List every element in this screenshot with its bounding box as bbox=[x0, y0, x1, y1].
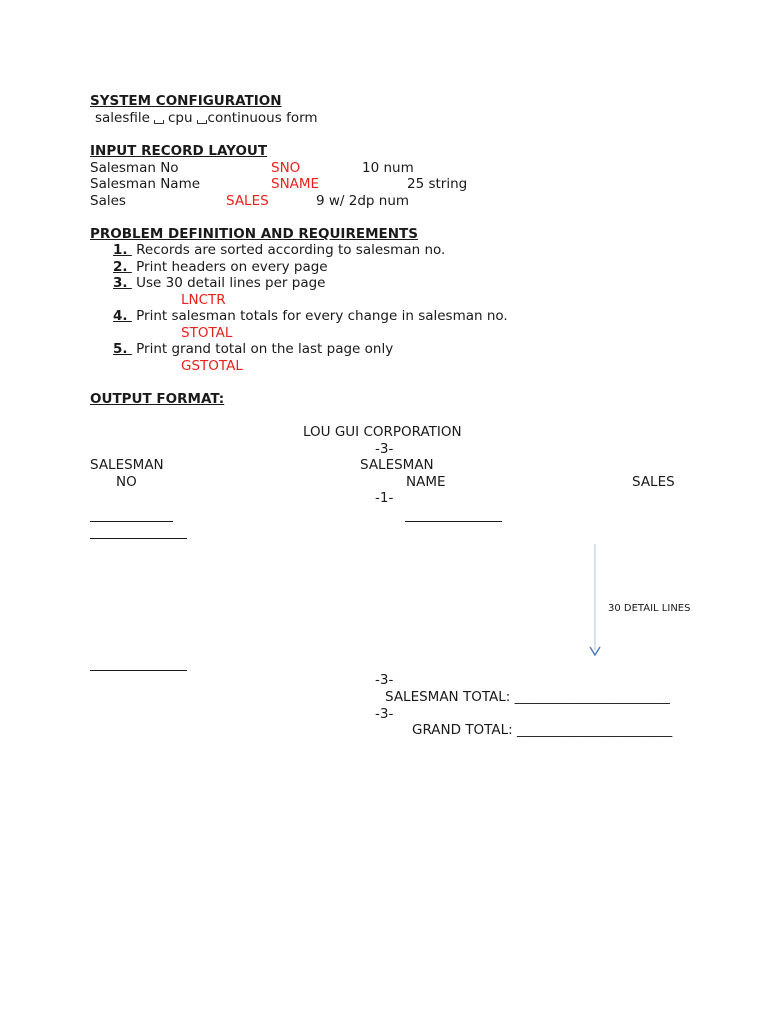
requirement-text: Use 30 detail lines per page bbox=[136, 275, 326, 291]
spacing-marker: -1- bbox=[375, 490, 394, 506]
field-label: Salesman Name bbox=[90, 176, 201, 192]
config-item-continuous-form: continuous form bbox=[207, 110, 318, 126]
requirement-item bbox=[113, 242, 445, 258]
salesman-total-line: SALESMAN TOTAL: _______________________ bbox=[385, 689, 670, 705]
field-label: Salesman No bbox=[90, 160, 179, 176]
company-name: LOU GUI CORPORATION bbox=[303, 424, 462, 440]
requirement-number: 4. bbox=[113, 308, 128, 324]
column-header-name: NAME bbox=[406, 474, 446, 490]
column-header-sales: SALES bbox=[632, 474, 675, 490]
field-variable: SNO bbox=[271, 160, 301, 176]
requirement-variable: LNCTR bbox=[181, 292, 226, 308]
grand-total-line: GRAND TOTAL: _______________________ bbox=[412, 722, 673, 738]
problem-definition-heading: PROBLEM DEFINITION AND REQUIREMENTS bbox=[90, 226, 418, 242]
salesman-no-underline bbox=[90, 521, 173, 522]
column-header-salesman-no: SALESMAN bbox=[90, 457, 164, 473]
requirement-text: Records are sorted according to salesman no. bbox=[136, 242, 446, 258]
output-format-heading: OUTPUT FORMAT: bbox=[90, 391, 225, 407]
field-spec: 25 string bbox=[407, 176, 468, 192]
spacing-marker: -3- bbox=[375, 441, 394, 457]
spacing-marker: -3- bbox=[375, 672, 394, 688]
column-header-no: NO bbox=[116, 474, 137, 490]
spacing-marker: -3- bbox=[375, 706, 394, 722]
requirement-text: Print headers on every page bbox=[136, 259, 328, 275]
arrow-down-icon bbox=[586, 540, 606, 660]
input-record-heading: INPUT RECORD LAYOUT bbox=[90, 143, 268, 159]
requirement-item bbox=[113, 308, 508, 324]
field-label: Sales bbox=[90, 193, 126, 209]
system-configuration-line bbox=[95, 110, 318, 126]
salesman-name-underline bbox=[405, 521, 502, 522]
requirement-item bbox=[113, 259, 328, 275]
field-variable: SNAME bbox=[271, 176, 320, 192]
requirement-number: 3. bbox=[113, 275, 128, 291]
requirement-variable: GSTOTAL bbox=[181, 358, 243, 374]
detail-lines-note: 30 DETAIL LINES bbox=[608, 603, 691, 614]
requirement-item bbox=[113, 341, 393, 357]
sales-column-underline bbox=[90, 670, 187, 671]
system-configuration-heading: SYSTEM CONFIGURATION bbox=[90, 93, 282, 109]
requirement-text: Print salesman totals for every change in salesman no. bbox=[136, 308, 508, 324]
requirement-number: 2. bbox=[113, 259, 128, 275]
field-spec: 9 w/ 2dp num bbox=[316, 193, 410, 209]
sales-underline bbox=[90, 538, 187, 539]
field-spec: 10 num bbox=[362, 160, 414, 176]
config-item-cpu: cpu bbox=[167, 110, 193, 126]
column-header-salesman-name: SALESMAN bbox=[360, 457, 434, 473]
requirement-text: Print grand total on the last page only bbox=[136, 341, 394, 357]
config-item-salesfile: salesfile bbox=[95, 110, 150, 126]
connector-icon bbox=[154, 120, 164, 124]
requirement-number: 5. bbox=[113, 341, 128, 357]
connector-icon bbox=[197, 120, 207, 124]
field-variable: SALES bbox=[226, 193, 269, 209]
requirement-item bbox=[113, 275, 325, 291]
requirement-number: 1. bbox=[113, 242, 128, 258]
requirement-variable: STOTAL bbox=[181, 325, 233, 341]
